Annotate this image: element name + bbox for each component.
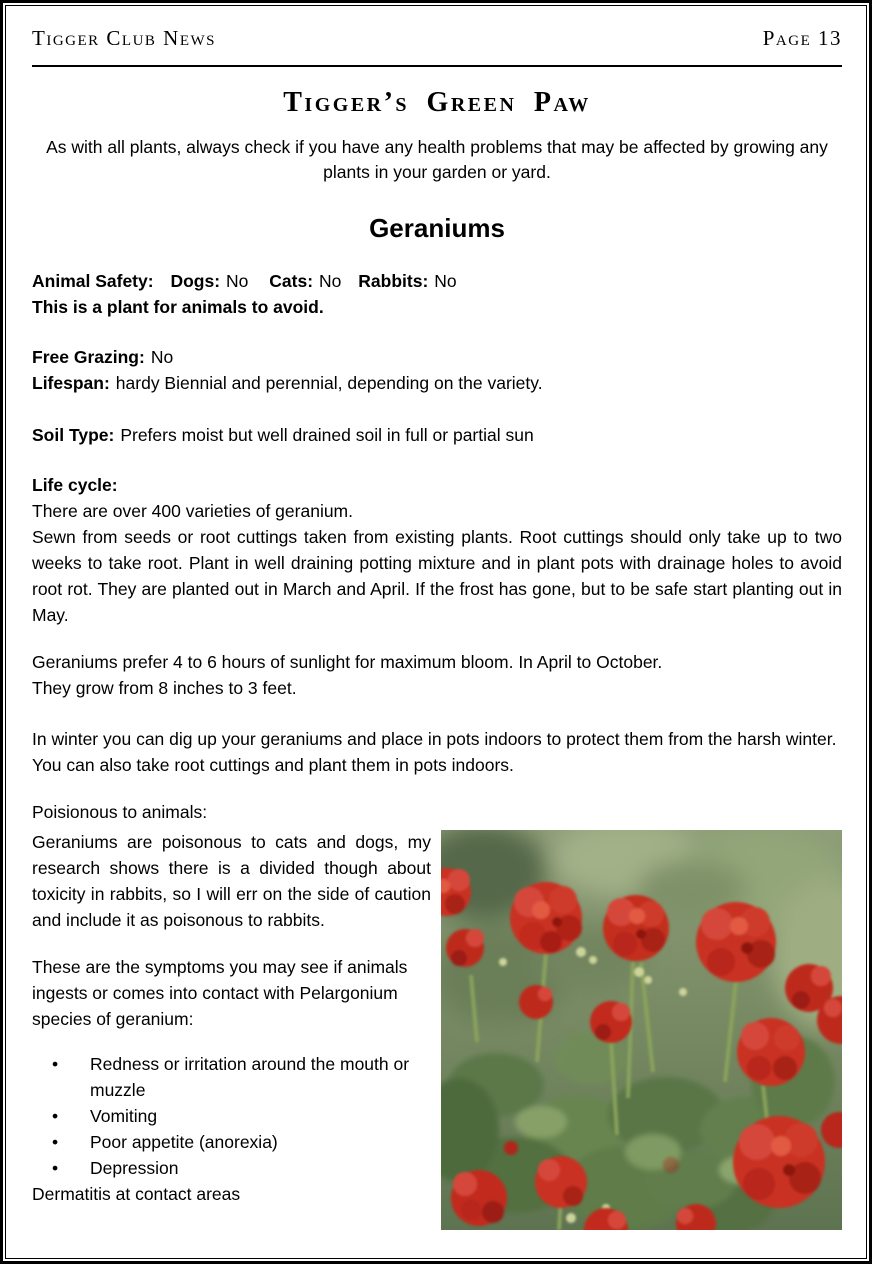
article-heading: Geraniums xyxy=(369,213,505,243)
newsletter-title: Tigger Club News xyxy=(32,26,216,50)
list-item: • Depression xyxy=(32,1155,842,1181)
cats-label: Cats: xyxy=(269,271,314,291)
article-body xyxy=(32,268,842,1230)
soil-type-value: Prefers moist but well drained soil in full or partial sun xyxy=(120,425,534,445)
dogs-value: No xyxy=(226,271,249,291)
soil-type-line xyxy=(32,422,842,448)
sunlight-line2: They grow from 8 inches to 3 feet. xyxy=(32,678,297,698)
masthead xyxy=(32,22,842,51)
life-cycle-line1: There are over 400 varieties of geranium. xyxy=(32,501,353,521)
column-title: Tigger’s Green Paw xyxy=(283,87,591,118)
symptoms-footer: Dermatitis at contact areas xyxy=(32,1184,241,1204)
cats-value: No xyxy=(319,271,342,291)
rabbits-value: No xyxy=(434,271,457,291)
poisonous-section xyxy=(32,799,842,1230)
poisonous-para: Geraniums are poisonous to cats and dogs, my research shows there is a divided though about toxicity in rabbits, so I will err on the side of caution and include it as poisonous to rabbits. xyxy=(32,832,431,930)
life-cycle-para: Sewn from seeds or root cuttings taken from existing plants. Root cuttings should only take up to two weeks to take root. Plant in well draining potting mixture and in plant pots with drainage holes to avoid root rot. They are planted out in March and April. If the frost has gone, but to be safe start planting out in May. xyxy=(32,527,842,625)
dogs-label: Dogs: xyxy=(170,271,221,291)
poisonous-heading: Poisionous to animals: xyxy=(32,802,208,822)
list-item: • Poor appetite (anorexia) xyxy=(32,1129,842,1155)
symptoms-list xyxy=(32,1051,842,1181)
animal-safety-line xyxy=(32,268,842,294)
sunlight-line1: Geraniums prefer 4 to 6 hours of sunlight for maximum bloom. In April to October. xyxy=(32,652,663,672)
rabbits-label: Rabbits: xyxy=(358,271,429,291)
lifespan-line xyxy=(32,370,842,396)
list-item: • Vomiting xyxy=(32,1103,842,1129)
list-item: • Redness or irritation around the mouth or muzzle xyxy=(32,1051,842,1103)
lifespan-value: hardy Biennial and perennial, depending on the variety. xyxy=(115,373,543,393)
symptoms-intro: These are the symptoms you may see if animals ingests or comes into contact with Pelargonium species of geranium: xyxy=(32,957,408,1029)
free-grazing-label: Free Grazing: xyxy=(32,347,145,367)
soil-type-label: Soil Type: xyxy=(32,425,115,445)
page-number: Page 13 xyxy=(762,26,842,50)
page-border-frame xyxy=(5,5,867,1259)
health-disclaimer: As with all plants, always check if you have any health problems that may be affected by growing any plants in your garden or yard. xyxy=(46,137,828,182)
animal-safety-label: Animal Safety: xyxy=(32,271,154,291)
masthead-divider xyxy=(32,65,842,67)
lifespan-label: Lifespan: xyxy=(32,373,110,393)
winter-para: In winter you can dig up your geraniums and place in pots indoors to protect them from the harsh winter. You can also take root cuttings and plant them in pots indoors. xyxy=(32,729,837,775)
avoid-note: This is a plant for animals to avoid. xyxy=(32,297,324,317)
free-grazing-value: No xyxy=(150,347,174,367)
free-grazing-line xyxy=(32,344,842,370)
life-cycle-label-line: Life cycle: xyxy=(32,475,118,495)
